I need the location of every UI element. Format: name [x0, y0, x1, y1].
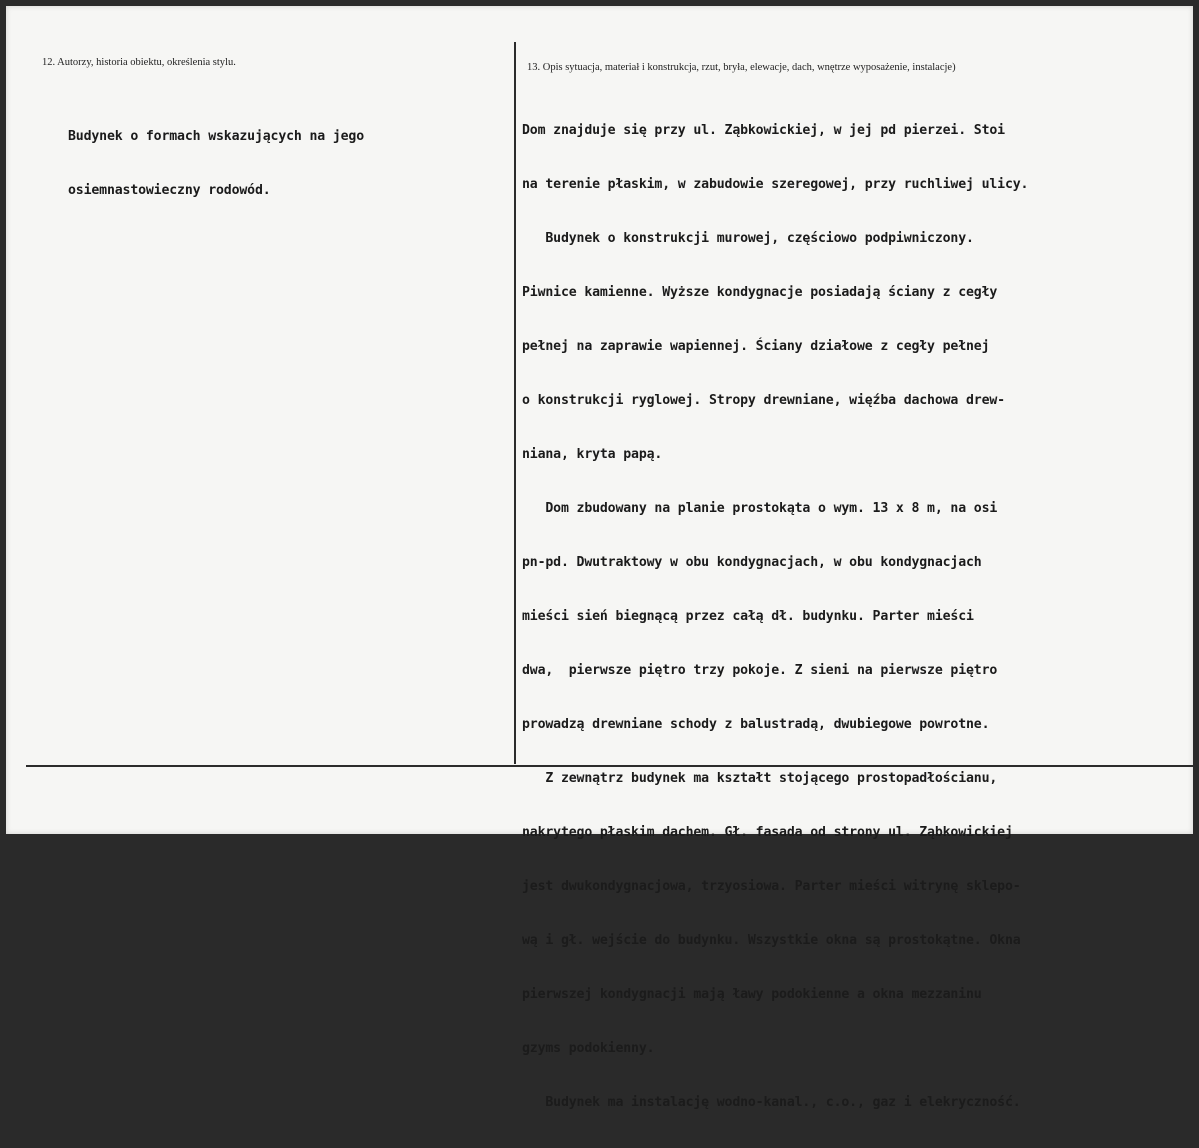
section-13-line: Dom znajduje się przy ul. Ząbkowickiej, w jej pd pierzei. Stoi — [522, 123, 1005, 138]
section-13-line: pierwszej kondygnacji mają ławy podokienne a okna mezzaninu — [522, 987, 982, 1002]
section-12-line: osiemnastowieczny rodowód. — [68, 183, 271, 198]
section-13-line: Budynek o konstrukcji murowej, częściowo podpiwniczony. — [522, 231, 974, 246]
section-13-line: wą i gł. wejście do budynku. Wszystkie okna są prostokątne. Okna — [522, 933, 1021, 948]
section-12-line: Budynek o formach wskazujących na jego — [68, 129, 365, 144]
section-13-line: prowadzą drewniane schody z balustradą, dwubiegowe powrotne. — [522, 717, 990, 732]
document-sheet — [6, 6, 1193, 1110]
section-13-heading: 13. Opis sytuacja, materiał i konstrukcja, rzut, bryła, elewacje, dach, wnętrze wyposażenie, instalacje) — [527, 62, 956, 73]
section-12-text — [68, 92, 364, 236]
section-13-line: gzyms podokienny. — [522, 1041, 655, 1056]
section-13-line: Z zewnątrz budynek ma kształt stojącego prostopadłościanu, — [522, 771, 998, 786]
section-13-line: mieści sień biegnącą przez całą dł. budynku. Parter mieści — [522, 609, 974, 624]
section-13-line: niana, kryta papą. — [522, 447, 663, 462]
section-13-text — [522, 86, 1192, 1148]
section-13-line: na terenie płaskim, w zabudowie szeregowej, przy ruchliwej ulicy. — [522, 177, 1029, 192]
section-13-line: jest dwukondygnacjowa, trzyosiowa. Parter mieści witrynę sklepo- — [522, 879, 1021, 894]
section-13-line: nakrytego płaskim dachem. Gł. fasada od strony ul. Ząbkowickiej — [522, 825, 1013, 840]
section-13-line: pn-pd. Dwutraktowy w obu kondygnacjach, w obu kondygnacjach — [522, 555, 982, 570]
section-12-heading: 12. Autorzy, historia obiektu, określenia stylu. — [42, 57, 236, 68]
section-13-line: Piwnice kamienne. Wyższe kondygnacje posiadają ściany z cegły — [522, 285, 998, 300]
section-13-line: Dom zbudowany na planie prostokąta o wym. 13 x 8 m, na osi — [522, 501, 998, 516]
section-13-line: pełnej na zaprawie wapiennej. Ściany działowe z cegły pełnej — [522, 339, 990, 354]
horizontal-divider — [26, 765, 1193, 767]
vertical-divider — [514, 42, 516, 764]
section-13-line: dwa, pierwsze piętro trzy pokoje. Z sieni na pierwsze piętro — [522, 663, 998, 678]
section-13-line: o konstrukcji ryglowej. Stropy drewniane, więźba dachowa drew- — [522, 393, 1005, 408]
section-13-line: Budynek ma instalację wodno-kanal., c.o., gaz i elekryczność. — [522, 1095, 1021, 1110]
